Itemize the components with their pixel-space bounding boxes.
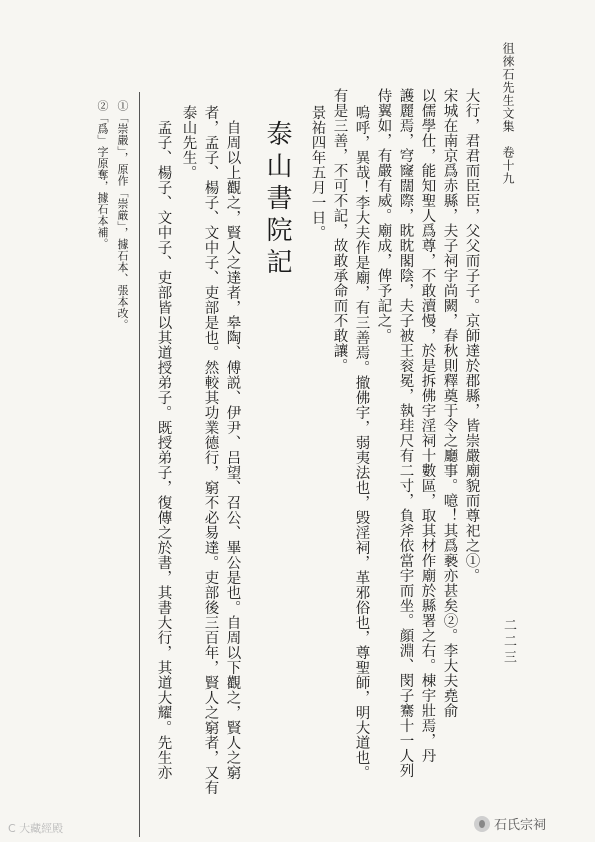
text-column: 大行，君君而臣臣，父父而子子。京師達於郡縣，皆崇嚴廟貌而尊祀之①。 [463, 88, 480, 583]
text-column: 孟子、楊子、文中子、吏部皆以其道授弟子。既授弟子，復傳之於書，其書大行，其道大耀。先生亦 [155, 120, 172, 780]
text-column: 侍翼如，有嚴有威。廟成，俾予記之。 [375, 88, 392, 343]
section-title: 泰山書院記 [262, 120, 292, 280]
text-column: 宋城在南京爲赤縣，夫子祠宇尚闕，春秋則釋奠于令之廳事。噫！其爲褻亦甚矣②。李大夫堯俞 [441, 88, 458, 718]
text-column: 以儒學仕，能知聖人爲尊，不敢瀆慢，於是拆佛宇淫祠十數區，取其材作廟於縣署之右。棟宇壯焉，丹 [419, 88, 436, 763]
footnote: ①「崇嚴」，原作「崇厳」，據石本、張本改。 [116, 100, 129, 331]
text-column: 者，孟子、楊子、文中子、吏部是也。然較其功業德行，窮不必易達。吏部後三百年，賢人之窮者，又有 [202, 105, 219, 795]
watermark-left: C 大藏經殿 [8, 822, 64, 835]
text-column: 嗚呼，異哉！李大夫作是廟，有三善焉。撤佛宇，弱夷法也，毁淫祠，革邪俗也，尊聖師，明大道也。 [353, 105, 370, 780]
text-column: 自周以上觀之，賢人之達者，皋陶、傅説、伊尹、吕望、召公、畢公是也。自周以下觀之，賢人之窮 [224, 120, 241, 780]
running-title: 徂徠石先生文集 卷十九 [501, 42, 515, 185]
text-column: 泰山先生。 [180, 105, 197, 180]
watermark-right [474, 814, 546, 833]
footnote: ②「爲」字原奪，據石本補。 [96, 100, 109, 250]
wechat-icon [474, 816, 490, 832]
watermark-right-label: 石氏宗祠 [494, 818, 547, 833]
footnote-divider [139, 92, 140, 837]
date-line: 景祐四年五月一日。 [309, 105, 326, 240]
text-column: 護麗焉，穹窿闊際，眈眈閣陰，夫子被王衮冕，執珪尺有二寸，負斧依當宇而坐。顔淵、閔子騫十一人列 [397, 88, 414, 778]
text-column: 有是三善，不可不記，故敢承命而不敢讓。 [331, 88, 348, 373]
page-number: 二二三 [501, 618, 516, 666]
